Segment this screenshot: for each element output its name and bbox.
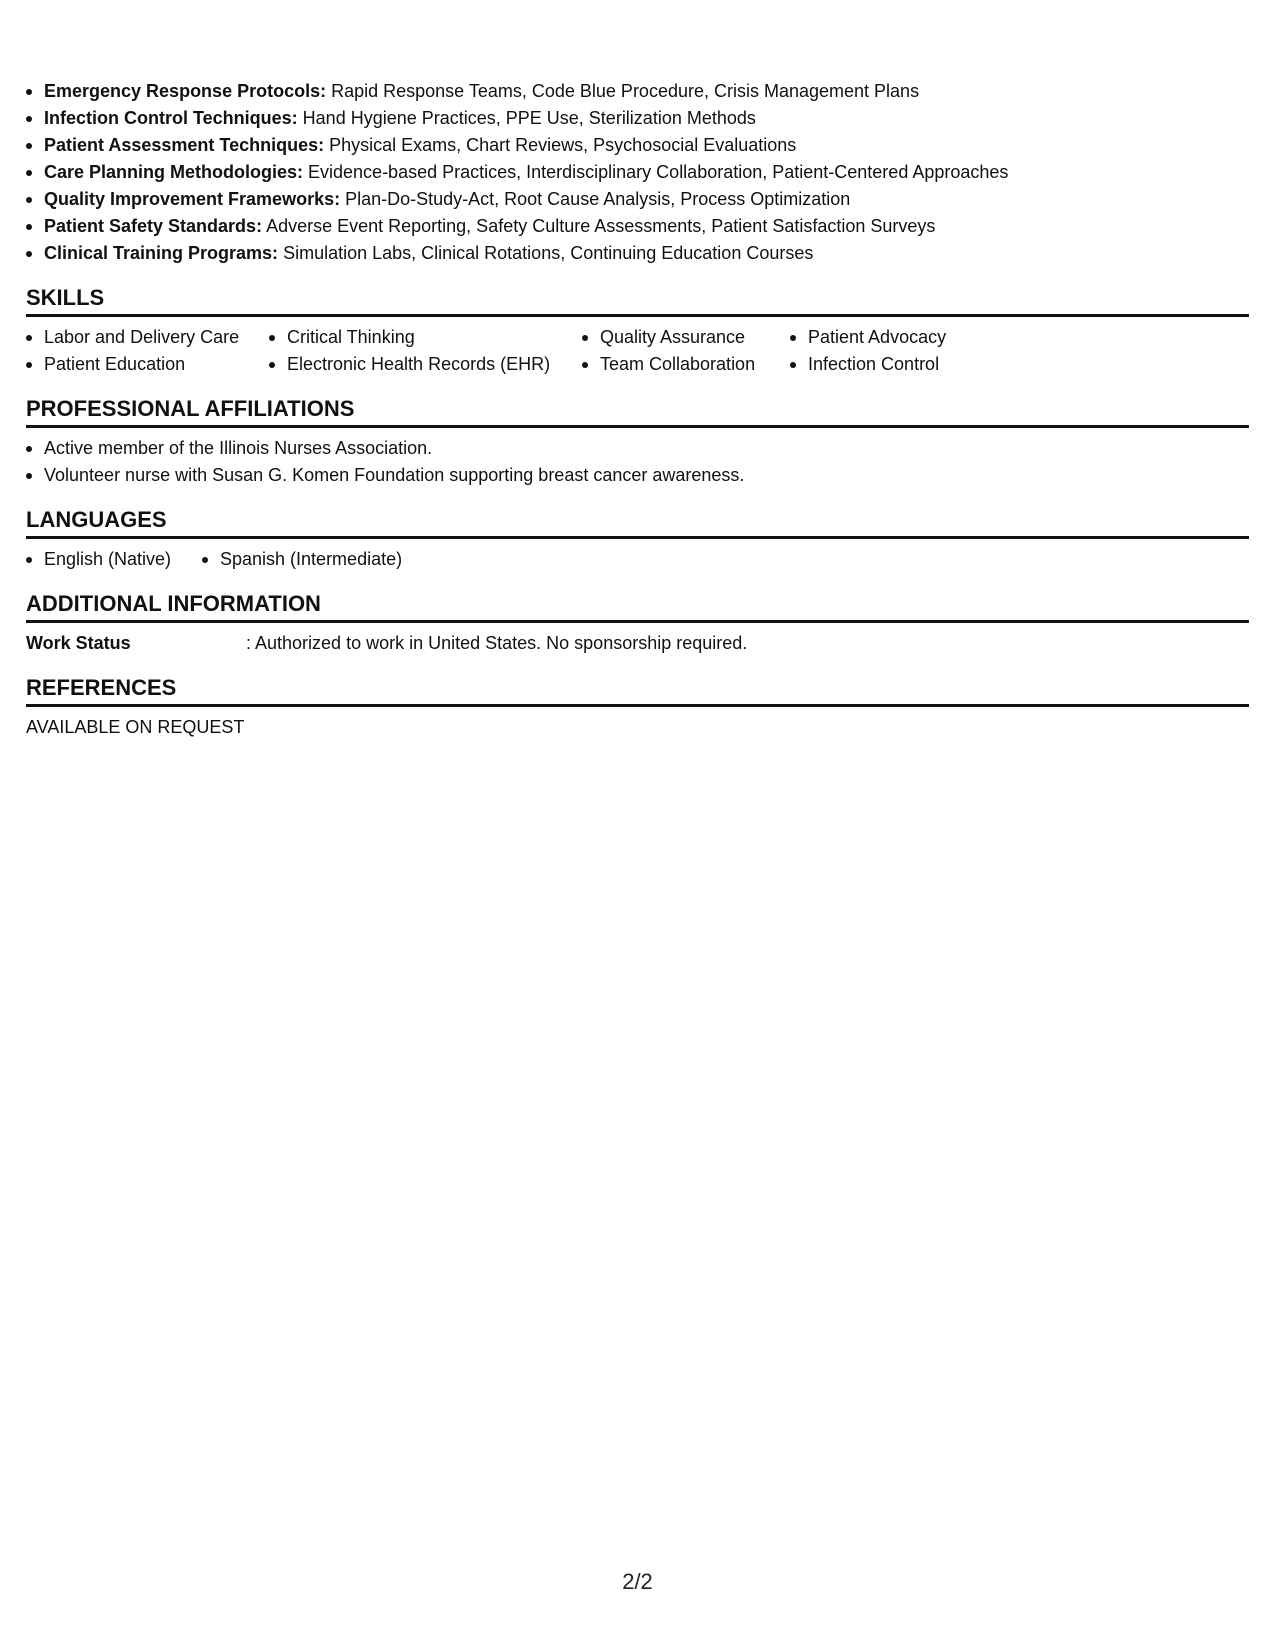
list-item: [26, 105, 1249, 132]
page-number: 2/2: [622, 1569, 653, 1594]
section-heading: PROFESSIONAL AFFILIATIONS: [26, 395, 1249, 428]
list-item-text: Plan-Do-Study-Act, Root Cause Analysis, Process Optimization: [340, 189, 851, 209]
work-status-row: [26, 630, 1249, 657]
list-item-label: Patient Assessment Techniques:: [44, 135, 325, 155]
list-item-label: Patient Safety Standards:: [44, 216, 263, 236]
skill-item: Team Collaboration: [582, 351, 755, 378]
methods-list: [26, 78, 1249, 267]
list-item: Active member of the Illinois Nurses Association.: [26, 435, 1249, 462]
resume-page: [26, 78, 1249, 741]
skills-grid: [26, 324, 1249, 378]
list-item: Volunteer nurse with Susan G. Komen Foundation supporting breast cancer awareness.: [26, 462, 1249, 489]
skill-item: Quality Assurance: [582, 324, 745, 351]
list-item: [26, 159, 1249, 186]
section-heading: SKILLS: [26, 284, 1249, 317]
list-item-text: Adverse Event Reporting, Safety Culture Assessments, Patient Satisfaction Surveys: [262, 216, 936, 236]
skills-section: [26, 284, 1249, 378]
list-item: [26, 213, 1249, 240]
skill-item: Critical Thinking: [269, 324, 415, 351]
work-status-value: : Authorized to work in United States. No sponsorship required.: [246, 633, 748, 653]
skill-item: Infection Control: [790, 351, 939, 378]
list-item-text: Hand Hygiene Practices, PPE Use, Sterilization Methods: [297, 108, 756, 128]
skill-item: Electronic Health Records (EHR): [269, 351, 550, 378]
affiliations-section: [26, 395, 1249, 489]
affiliations-list: [26, 435, 1249, 489]
list-item-label: Clinical Training Programs:: [44, 243, 279, 263]
section-heading: LANGUAGES: [26, 506, 1249, 539]
skill-item: Patient Advocacy: [790, 324, 946, 351]
references-text: AVAILABLE ON REQUEST: [26, 717, 245, 737]
section-heading: REFERENCES: [26, 674, 1249, 707]
list-item: [26, 240, 1249, 267]
work-status-label: Work Status: [26, 633, 131, 653]
skill-item: Labor and Delivery Care: [26, 324, 239, 351]
list-item: [26, 186, 1249, 213]
languages-section: [26, 506, 1249, 573]
languages-list: [26, 546, 1249, 573]
language-item: Spanish (Intermediate): [202, 546, 402, 573]
list-item-label: Care Planning Methodologies:: [44, 162, 304, 182]
list-item: [26, 132, 1249, 159]
skill-item: Patient Education: [26, 351, 185, 378]
list-item-text: Rapid Response Teams, Code Blue Procedure, Crisis Management Plans: [326, 81, 920, 101]
list-item-label: Emergency Response Protocols:: [44, 81, 327, 101]
list-item-text: Evidence-based Practices, Interdisciplinary Collaboration, Patient-Centered Approaches: [303, 162, 1009, 182]
language-item: English (Native): [26, 546, 171, 573]
section-heading: ADDITIONAL INFORMATION: [26, 590, 1249, 623]
list-item-label: Infection Control Techniques:: [44, 108, 298, 128]
list-item: [26, 78, 1249, 105]
list-item-text: Physical Exams, Chart Reviews, Psychosocial Evaluations: [324, 135, 797, 155]
list-item-text: Simulation Labs, Clinical Rotations, Continuing Education Courses: [278, 243, 814, 263]
references-section: [26, 674, 1249, 741]
additional-info-section: [26, 590, 1249, 657]
list-item-label: Quality Improvement Frameworks:: [44, 189, 341, 209]
